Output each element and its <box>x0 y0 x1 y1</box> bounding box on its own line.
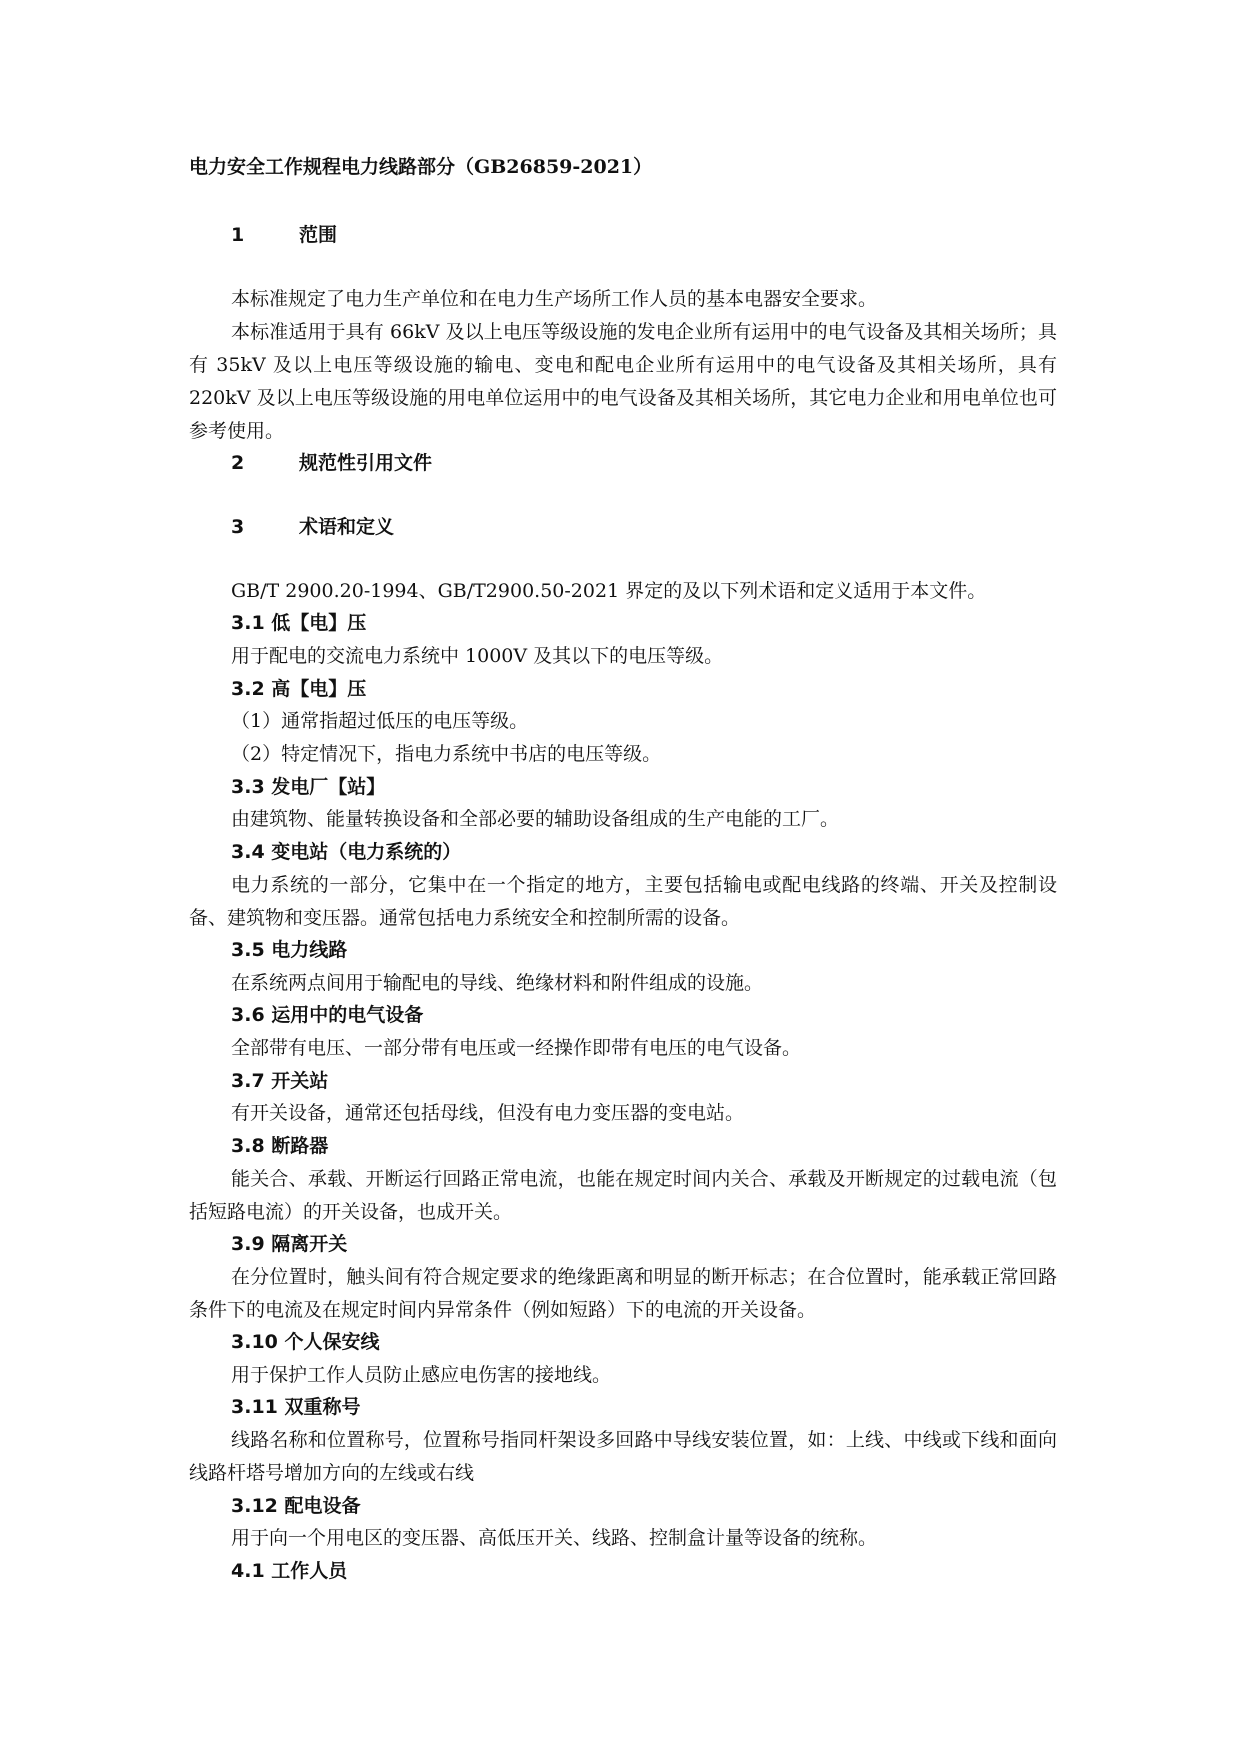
section-title: 术语和定义 <box>299 516 395 538</box>
term-definition: 有开关设备，通常还包括母线，但没有电力变压器的变电站。 <box>231 1102 745 1124</box>
term-title: 3.1 低【电】压 <box>231 612 367 634</box>
document-title: 电力安全工作规程电力线路部分（GB26859-2021） <box>189 156 653 178</box>
section-heading-workers: 4.1 工作人员 <box>231 1560 348 1582</box>
term-definition: 用于配电的交流电力系统中 1000V 及其以下的电压等级。 <box>231 645 724 667</box>
term-definition: 能关合、承载、开断运行回路正常电流，也能在规定时间内关合、承载及开断规定的过载电流（包括短路电流）的开关设备，也成开关。 <box>189 1168 1057 1223</box>
term-title: 3.11 双重称号 <box>231 1396 361 1418</box>
term-title: 3.5 电力线路 <box>231 939 348 961</box>
term-title: 3.10 个人保安线 <box>231 1331 380 1353</box>
section-title: 规范性引用文件 <box>299 452 433 474</box>
term-definition: 用于保护工作人员防止感应电伤害的接地线。 <box>231 1364 612 1386</box>
term-title: 3.9 隔离开关 <box>231 1233 348 1255</box>
term-title: 3.4 变电站（电力系统的） <box>231 841 462 863</box>
term-definition: 在系统两点间用于输配电的导线、绝缘材料和附件组成的设施。 <box>231 972 764 994</box>
term-definition: 电力系统的一部分，它集中在一个指定的地方，主要包括输电或配电线路的终端、开关及控制设备、建筑物和变压器。通常包括电力系统安全和控制所需的设备。 <box>189 874 1057 929</box>
section-heading-scope <box>231 218 337 252</box>
term-definition: 由建筑物、能量转换设备和全部必要的辅助设备组成的生产电能的工厂。 <box>231 808 840 830</box>
term-title: 3.2 高【电】压 <box>231 678 367 700</box>
section-heading-terms <box>231 510 394 544</box>
section-number: 3 <box>231 516 245 538</box>
scope-paragraph-2: 本标准适用于具有 66kV 及以上电压等级设施的发电企业所有运用中的电气设备及其相关场所；具有 35kV 及以上电压等级设施的输电、变电和配电企业所有运用中的电气设备及其相关场所，具有 220kV 及以上电压等级设施的用电单位运用中的电气设备及其相关场所，其它电力企业和用电单位也可参考使用。 <box>189 321 1057 442</box>
terms-intro: GB/T 2900.20-1994、GB/T2900.50-2021 界定的及以下列术语和定义适用于本文件。 <box>231 580 987 602</box>
term-title: 3.3 发电厂【站】 <box>231 776 386 798</box>
term-definition: 用于向一个用电区的变压器、高低压开关、线路、控制盒计量等设备的统称。 <box>231 1527 878 1549</box>
term-definition: 线路名称和位置称号，位置称号指同杆架设多回路中导线安装位置，如：上线、中线或下线和面向线路杆塔号增加方向的左线或右线 <box>189 1429 1057 1484</box>
term-title: 3.7 开关站 <box>231 1070 329 1092</box>
scope-paragraph-1: 本标准规定了电力生产单位和在电力生产场所工作人员的基本电器安全要求。 <box>231 288 878 310</box>
term-definition: 在分位置时，触头间有符合规定要求的绝缘距离和明显的断开标志；在合位置时，能承载正常回路条件下的电流及在规定时间内异常条件（例如短路）下的电流的开关设备。 <box>189 1266 1057 1321</box>
section-number: 2 <box>231 452 245 474</box>
term-title: 3.12 配电设备 <box>231 1495 361 1517</box>
section-number: 1 <box>231 224 245 246</box>
term-title: 3.6 运用中的电气设备 <box>231 1004 424 1026</box>
term-definition: 全部带有电压、一部分带有电压或一经操作即带有电压的电气设备。 <box>231 1037 802 1059</box>
section-heading-normative-references <box>231 446 432 480</box>
section-title: 范围 <box>299 224 338 246</box>
term-title: 3.8 断路器 <box>231 1135 329 1157</box>
term-definition: （1）通常指超过低压的电压等级。 <box>231 710 529 732</box>
term-definition: （2）特定情况下，指电力系统中书店的电压等级。 <box>231 743 662 765</box>
